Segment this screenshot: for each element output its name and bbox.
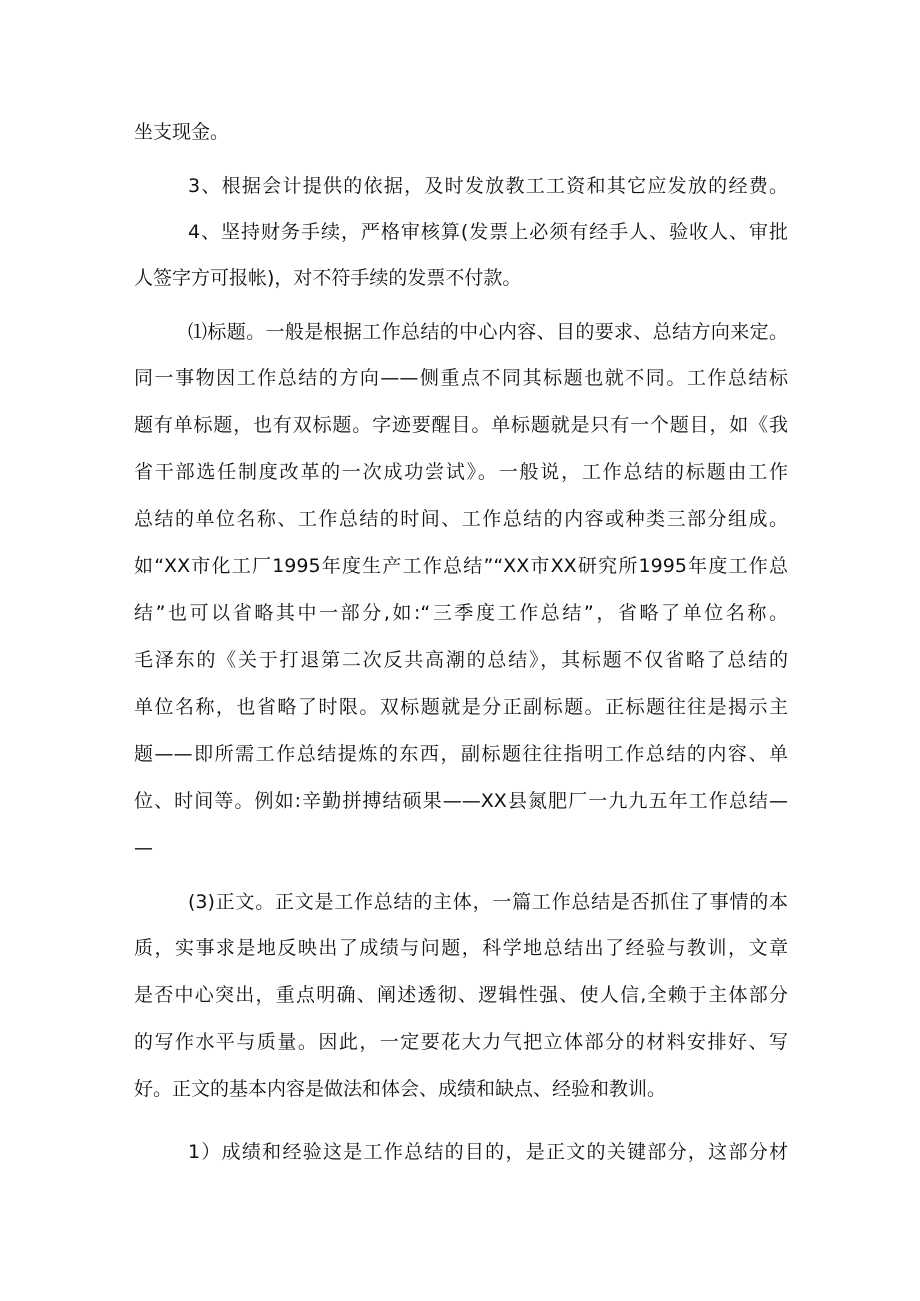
text-line: 3、根据会计提供的依据，及时发放教工工资和其它应发放的经费。 [188, 175, 788, 197]
text-line: (3)正文。正文是工作总结的主体，一篇工作总结是否抓住了事情的本 [188, 891, 788, 913]
text-line: 省干部选任制度改革的一次成功尝试》。一般说，工作总结的标题由工作 [134, 461, 788, 483]
text-line: 单位名称，也省略了时限。双标题就是分正副标题。正标题往往是揭示主 [134, 696, 788, 718]
text-line: 同一事物因工作总结的方向——侧重点不同其标题也就不同。工作总结标 [134, 367, 788, 389]
text-line: ⑴标题。一般是根据工作总结的中心内容、目的要求、总结方向来定。 [188, 321, 788, 343]
text-line: 结”也可以省略其中一部分,如:“三季度工作总结”，省略了单位名称。 [134, 602, 788, 624]
text-line: 是否中心突出，重点明确、阐述透彻、逻辑性强、使人信,全赖于主体部分 [134, 984, 788, 1006]
text-line: 1）成绩和经验这是工作总结的目的，是正文的关键部分，这部分材 [188, 1141, 788, 1163]
text-line: 毛泽东的《关于打退第二次反共高潮的总结》，其标题不仅省略了总结的 [134, 649, 788, 671]
text-line: 总结的单位名称、工作总结的时间、工作总结的内容或种类三部分组成。 [134, 508, 788, 530]
text-line: 好。正文的基本内容是做法和体会、成绩和缺点、经验和教训。 [134, 1078, 667, 1100]
text-line: 位、时间等。例如:辛勤拼搏结硕果——XX县氮肥厂一九九五年工作总结— [134, 790, 788, 812]
text-line: 人签字方可报帐)，对不符手续的发票不付款。 [134, 267, 522, 289]
text-line: 的写作水平与质量。因此，一定要花大力气把立体部分的材料安排好、写 [134, 1031, 788, 1053]
text-line: — [134, 837, 153, 859]
text-line: 质，实事求是地反映出了成绩与问题，科学地总结出了经验与教训，文章 [134, 937, 788, 959]
text-line: 如“XX市化工厂1995年度生产工作总结”“XX市XX研究所1995年度工作总 [134, 555, 788, 577]
text-line: 坐支现金。 [134, 121, 230, 143]
text-line: 4、坚持财务手续，严格审核算(发票上必须有经手人、验收人、审批 [188, 221, 788, 243]
text-line: 题——即所需工作总结提炼的东西，副标题往往指明工作总结的内容、单 [134, 743, 788, 765]
text-line: 题有单标题，也有双标题。字迹要醒目。单标题就是只有一个题目，如《我 [134, 414, 788, 436]
